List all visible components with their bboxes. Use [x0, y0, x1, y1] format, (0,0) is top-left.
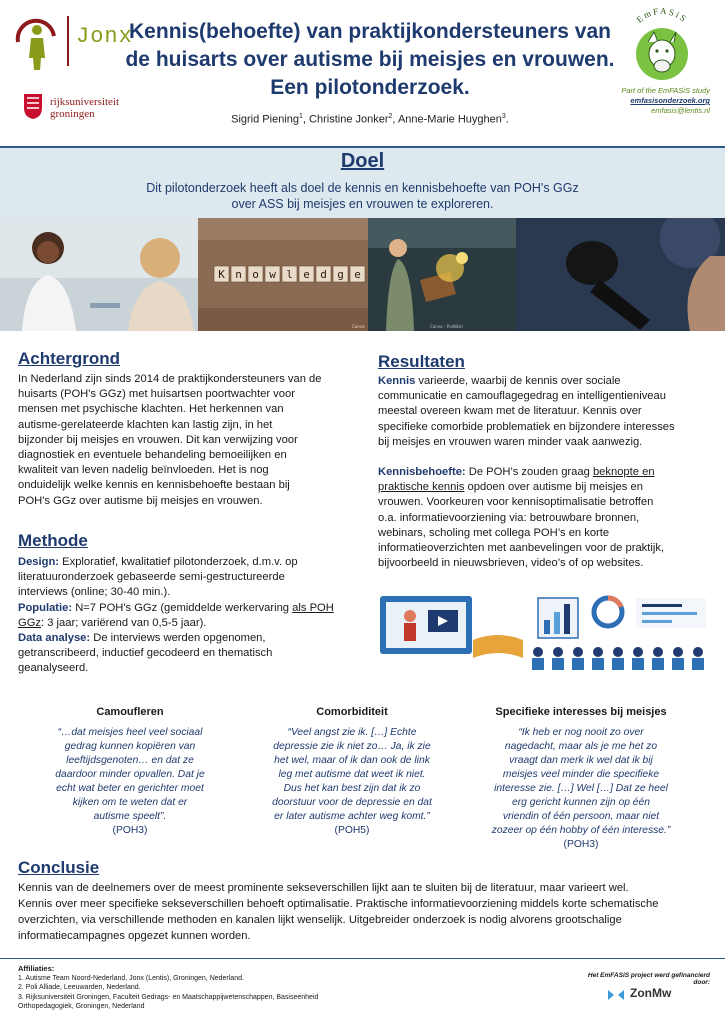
kennis-label: Kennis [378, 375, 416, 387]
text-line: diagnostiek en eventuele behandeling bemoeilijken en [18, 449, 287, 462]
quote-camoufleren [30, 706, 230, 838]
jonx-figure-icon [14, 12, 58, 72]
quote-heading: Comorbiditeit [316, 706, 388, 718]
text-line: opdoen over autisme bij meisjes en [467, 481, 643, 494]
underline-text: beknopte en [592, 466, 655, 479]
affiliation-item: 1. Autisme Team Noord-Nederland, Jonx (Lentis), Groningen, Nederland. [18, 974, 244, 982]
quote-line: “Ik heb er nog nooit zo over [518, 727, 644, 738]
footer-divider [0, 958, 725, 959]
tile-letter: e [354, 268, 361, 281]
text-line: varieerde, waarbij de kennis over sociale [418, 375, 621, 387]
svg-text:EmFASiS [634, 6, 689, 25]
photo-strip [0, 218, 725, 331]
logo-divider [67, 16, 69, 66]
emfasis-arc-text: EmFASiS [634, 6, 690, 25]
quote-line: interesse zie. […] Wel […] Dat ze heel [494, 783, 668, 794]
kennis-line [378, 374, 713, 389]
poster-title [120, 18, 620, 102]
text-line: interviews (online; 30-40 min.). [18, 586, 171, 599]
text-line: bijvoorbeeld in nieuwsbrieven, video’s of op websites. [378, 557, 644, 570]
quote-line: “Veel angst zie ik. […] Echte [287, 727, 417, 738]
quote-line: autisme speelt”. [93, 811, 167, 822]
text-line: Kennis over meer specifieke sekseverschillen behoeft optimalisatie. Praktische informatievoorziening middels korte schematische [18, 898, 659, 910]
author-sup: 3 [501, 113, 506, 120]
quote-line: Dus het kan best zijn dat ik zo [283, 783, 421, 794]
quote-text [472, 726, 690, 852]
quote-line: doorstuur voor de depressie en dat [272, 797, 432, 808]
rug-seal-icon [22, 92, 44, 120]
text-line: De POH’s zouden graag [468, 466, 590, 479]
text-line: huisarts (POH's GGz) met huisartsen poortwachter voor [18, 388, 295, 401]
population-text: N=7 POH's GGz (gemiddelde werkervaring [75, 601, 290, 614]
design-line [18, 555, 363, 570]
rug-line2: groningen [50, 108, 95, 120]
author-name: Sigrid Piening [231, 113, 299, 126]
text-line: geanalyseerd. [18, 662, 89, 675]
quote-line: depressie zie ik niet zo… Ja, ik zie [273, 741, 431, 752]
quote-line: vriendin of één persoon, maar niet [502, 811, 660, 822]
quote-text [30, 726, 230, 838]
text-line: onduidelijk welke kennis en kennisbehoefte bestaan bij [18, 479, 290, 492]
tile-letter: d [320, 268, 327, 281]
title-line-3: Een pilotonderzoek. [270, 76, 470, 99]
data-analysis-text: De interviews werden opgenomen, [93, 632, 266, 645]
quote-heading: Camoufleren [96, 706, 164, 718]
emfasis-mail-link[interactable]: emfasis@lentis.nl [651, 106, 710, 115]
funding-note: Het EmFASiS project werd gefinancierd door: [587, 972, 710, 986]
title-line-2: de huisarts over autisme bij meisjes en vrouwen. [125, 48, 615, 71]
text-line: o.a. informatievoorziening via: betrouwbare bronnen, [378, 511, 640, 524]
text-line: vrouwen. Voorkeuren voor kennisoptimalisatie betroffen [378, 496, 654, 509]
photo-credit: Canva [352, 324, 365, 329]
emfasis-logo-icon [620, 6, 704, 88]
data-analysis-label: Data analyse: [18, 632, 91, 645]
text-line: mensen met psychische klachten. Het herkennen van [18, 403, 284, 416]
text-line: webinars, scholing met collega POH’s en korte [378, 526, 610, 539]
emfasis-info [600, 86, 710, 116]
population-underline: GGz [18, 616, 41, 629]
quote-line: vraagt dan merk ik wel dat ik bij [509, 755, 653, 766]
text-line: communicatie en camouflagegedrag en intelligentieniveau [378, 390, 666, 403]
quote-text [252, 726, 452, 838]
resultaten-text [378, 374, 713, 571]
webinar-illustration [378, 590, 713, 670]
quote-line: er later autisme achter weg komt.” [274, 811, 430, 822]
author-name: Christine Jonker [309, 113, 389, 126]
doel-text [110, 180, 615, 212]
title-line-1: Kennis(behoefte) van praktijkondersteuners van [129, 20, 611, 43]
affiliations-heading: Affiliaties: [18, 964, 55, 973]
text-line: POH's GGz over autisme bij meisjes en vrouwen. [18, 494, 263, 507]
kennisbehoefte-line-2 [378, 480, 713, 495]
conclusie-heading: Conclusie [18, 858, 100, 877]
design-text: Exploratief, kwalitatief pilotonderzoek, d.m.v. op [62, 556, 298, 568]
text-line: bij meisjes en vrouwen waren minder vaak aanwezig. [378, 435, 643, 448]
quote-line: zozeer op één hobby of één interesse.” [491, 825, 671, 836]
photo-credit: Canva - ProNikki [430, 324, 463, 329]
quote-line: daardoor minder opvallen. Dat je [55, 769, 205, 780]
quote-line: leg met autisme dat weet ik niet. [278, 769, 426, 780]
zonmw-logo: ZonMw [630, 986, 672, 1000]
tile-letter: w [269, 268, 276, 281]
design-label: Design: [18, 556, 60, 568]
quote-line: leeftijdsgenoten… en dat ze [66, 755, 194, 766]
doel-line: over ASS bij meisjes en vrouwen te exploreren. [231, 197, 494, 211]
woman-box-photo [368, 218, 516, 331]
quote-line: het wel, maar of ik dan ook de link [274, 755, 430, 766]
rug-line1: rijksuniversiteit [50, 96, 120, 108]
emfasis-url-link[interactable]: emfasisonderzoek.org [630, 96, 710, 105]
quote-line: erg gericht kunnen zijn op één [512, 797, 650, 808]
authors: Sigrid Piening$^1$, Christine Jonker$^2$, Anne-Marie Huyghen$^3$. [231, 113, 509, 126]
emfasis-part: Part of the EmFASiS study [621, 86, 710, 95]
underline-text: praktische kennis [378, 481, 465, 494]
kennisbehoefte-line [378, 465, 713, 480]
population-label: Populatie: [18, 601, 73, 614]
affiliation-item: 3. Rijksuniversiteit Groningen, Faculteit Gedrags- en Maatschappijwetenschappen, Basiseenheid [18, 993, 319, 1001]
conclusie-text [18, 880, 708, 944]
rug-logo [50, 96, 119, 120]
text-line: : 3 jaar; variërend van 0,5-5 jaar). [41, 616, 207, 629]
quote-source: (POH3) [112, 825, 148, 836]
affiliation-item: Orthopedagogiek, Groningen, Nederland [18, 1003, 145, 1010]
tile-letter: K [218, 268, 225, 281]
achtergrond-heading: Achtergrond [18, 349, 120, 368]
population-underline: als POH [292, 601, 334, 614]
doel-heading: Doel [340, 150, 385, 172]
tile-letter: e [303, 268, 310, 281]
author-sup: 1 [299, 113, 303, 120]
quote-line: nagedacht, maar als je me het zo [504, 741, 658, 752]
text-line: getranscribeerd, inductief gecodeerd en thematisch [18, 647, 273, 660]
affiliation-item: 2. Poli Alliade, Leeuwarden, Nederland. [18, 984, 141, 991]
jonx-logo: Jonx [76, 24, 133, 49]
consultation-photo [0, 218, 198, 331]
methode-text [18, 555, 363, 677]
quote-line: kijken om te weten dat er [72, 797, 188, 808]
tile-letter: g [337, 268, 344, 281]
text-line: In Nederland zijn sinds 2014 de praktijkondersteuners van de [18, 373, 322, 385]
text-line: meestal overeen kwam met de literatuur. Kennis over [378, 405, 642, 418]
quote-source: (POH3) [563, 839, 599, 850]
affiliations [18, 964, 348, 1012]
quote-line: meisjes veel minder die specifieke [502, 769, 660, 780]
doel-line: Dit pilotonderzoek heeft als doel de kennis en kennisbehoefte van POH's GGz [146, 181, 579, 195]
tile-letter: o [252, 268, 259, 281]
resultaten-heading: Resultaten [378, 352, 465, 371]
text-line: bijzonder bij meisjes en vrouwen. Dit kan verwijzing voor [18, 433, 298, 446]
knowledge-photo [198, 218, 368, 331]
text-line: overzichten, via verschillende methoden en kanalen lijkt wenselijk. Uitgebreider onderzoek is nodig alvorens grootschalige [18, 914, 622, 926]
quote-specifieke-interesses [472, 706, 690, 852]
data-analysis-line [18, 631, 363, 646]
quote-source: (POH5) [334, 825, 370, 836]
kennisbehoefte-label: Kennisbehoefte: [378, 466, 466, 479]
population-line-2 [18, 616, 363, 631]
text-line: informatiecampagnes opgezet kunnen worden. [18, 930, 251, 942]
quote-line: echt wat beter en gerichter moet [56, 783, 204, 794]
text-line: autisme-gerelateerde klachten kan lastig zijn, in het [18, 418, 273, 431]
text-line: specifieke comorbide problematiek en bijzondere interesses [378, 420, 675, 433]
quote-heading: Specifieke interesses bij meisjes [495, 706, 667, 718]
text-line: literatuuronderzoek gebaseerde semi-gestructureerde [18, 571, 285, 584]
author-name: Anne-Marie Huyghen [397, 113, 502, 126]
text-line: Kennis van de deelnemers over de meest prominente sekseverschillen lijkt aan te sluiten bij de literatuur, maar varieert wel. [18, 882, 629, 894]
microphone-photo [516, 218, 725, 331]
tile-letter: n [235, 268, 242, 281]
methode-heading: Methode [18, 531, 88, 550]
population-line [18, 601, 363, 616]
achtergrond-text [18, 372, 358, 509]
text-line: kwaliteit van leven nadelig beïnvloeden. Het is nog [18, 464, 269, 477]
author-sup: 2 [388, 113, 393, 120]
knowledge-tiles [214, 266, 365, 282]
quote-line: “…dat meisjes heel veel sociaal [57, 727, 203, 738]
quote-comorbiditeit [252, 706, 452, 838]
quote-line: gedrag kunnen kopiëren van [64, 741, 196, 752]
text-line: informatieoverzichten met aanbevelingen voor de praktijk, [378, 542, 665, 555]
tile-letter: l [286, 268, 293, 281]
zonmw-icon [606, 988, 626, 1002]
